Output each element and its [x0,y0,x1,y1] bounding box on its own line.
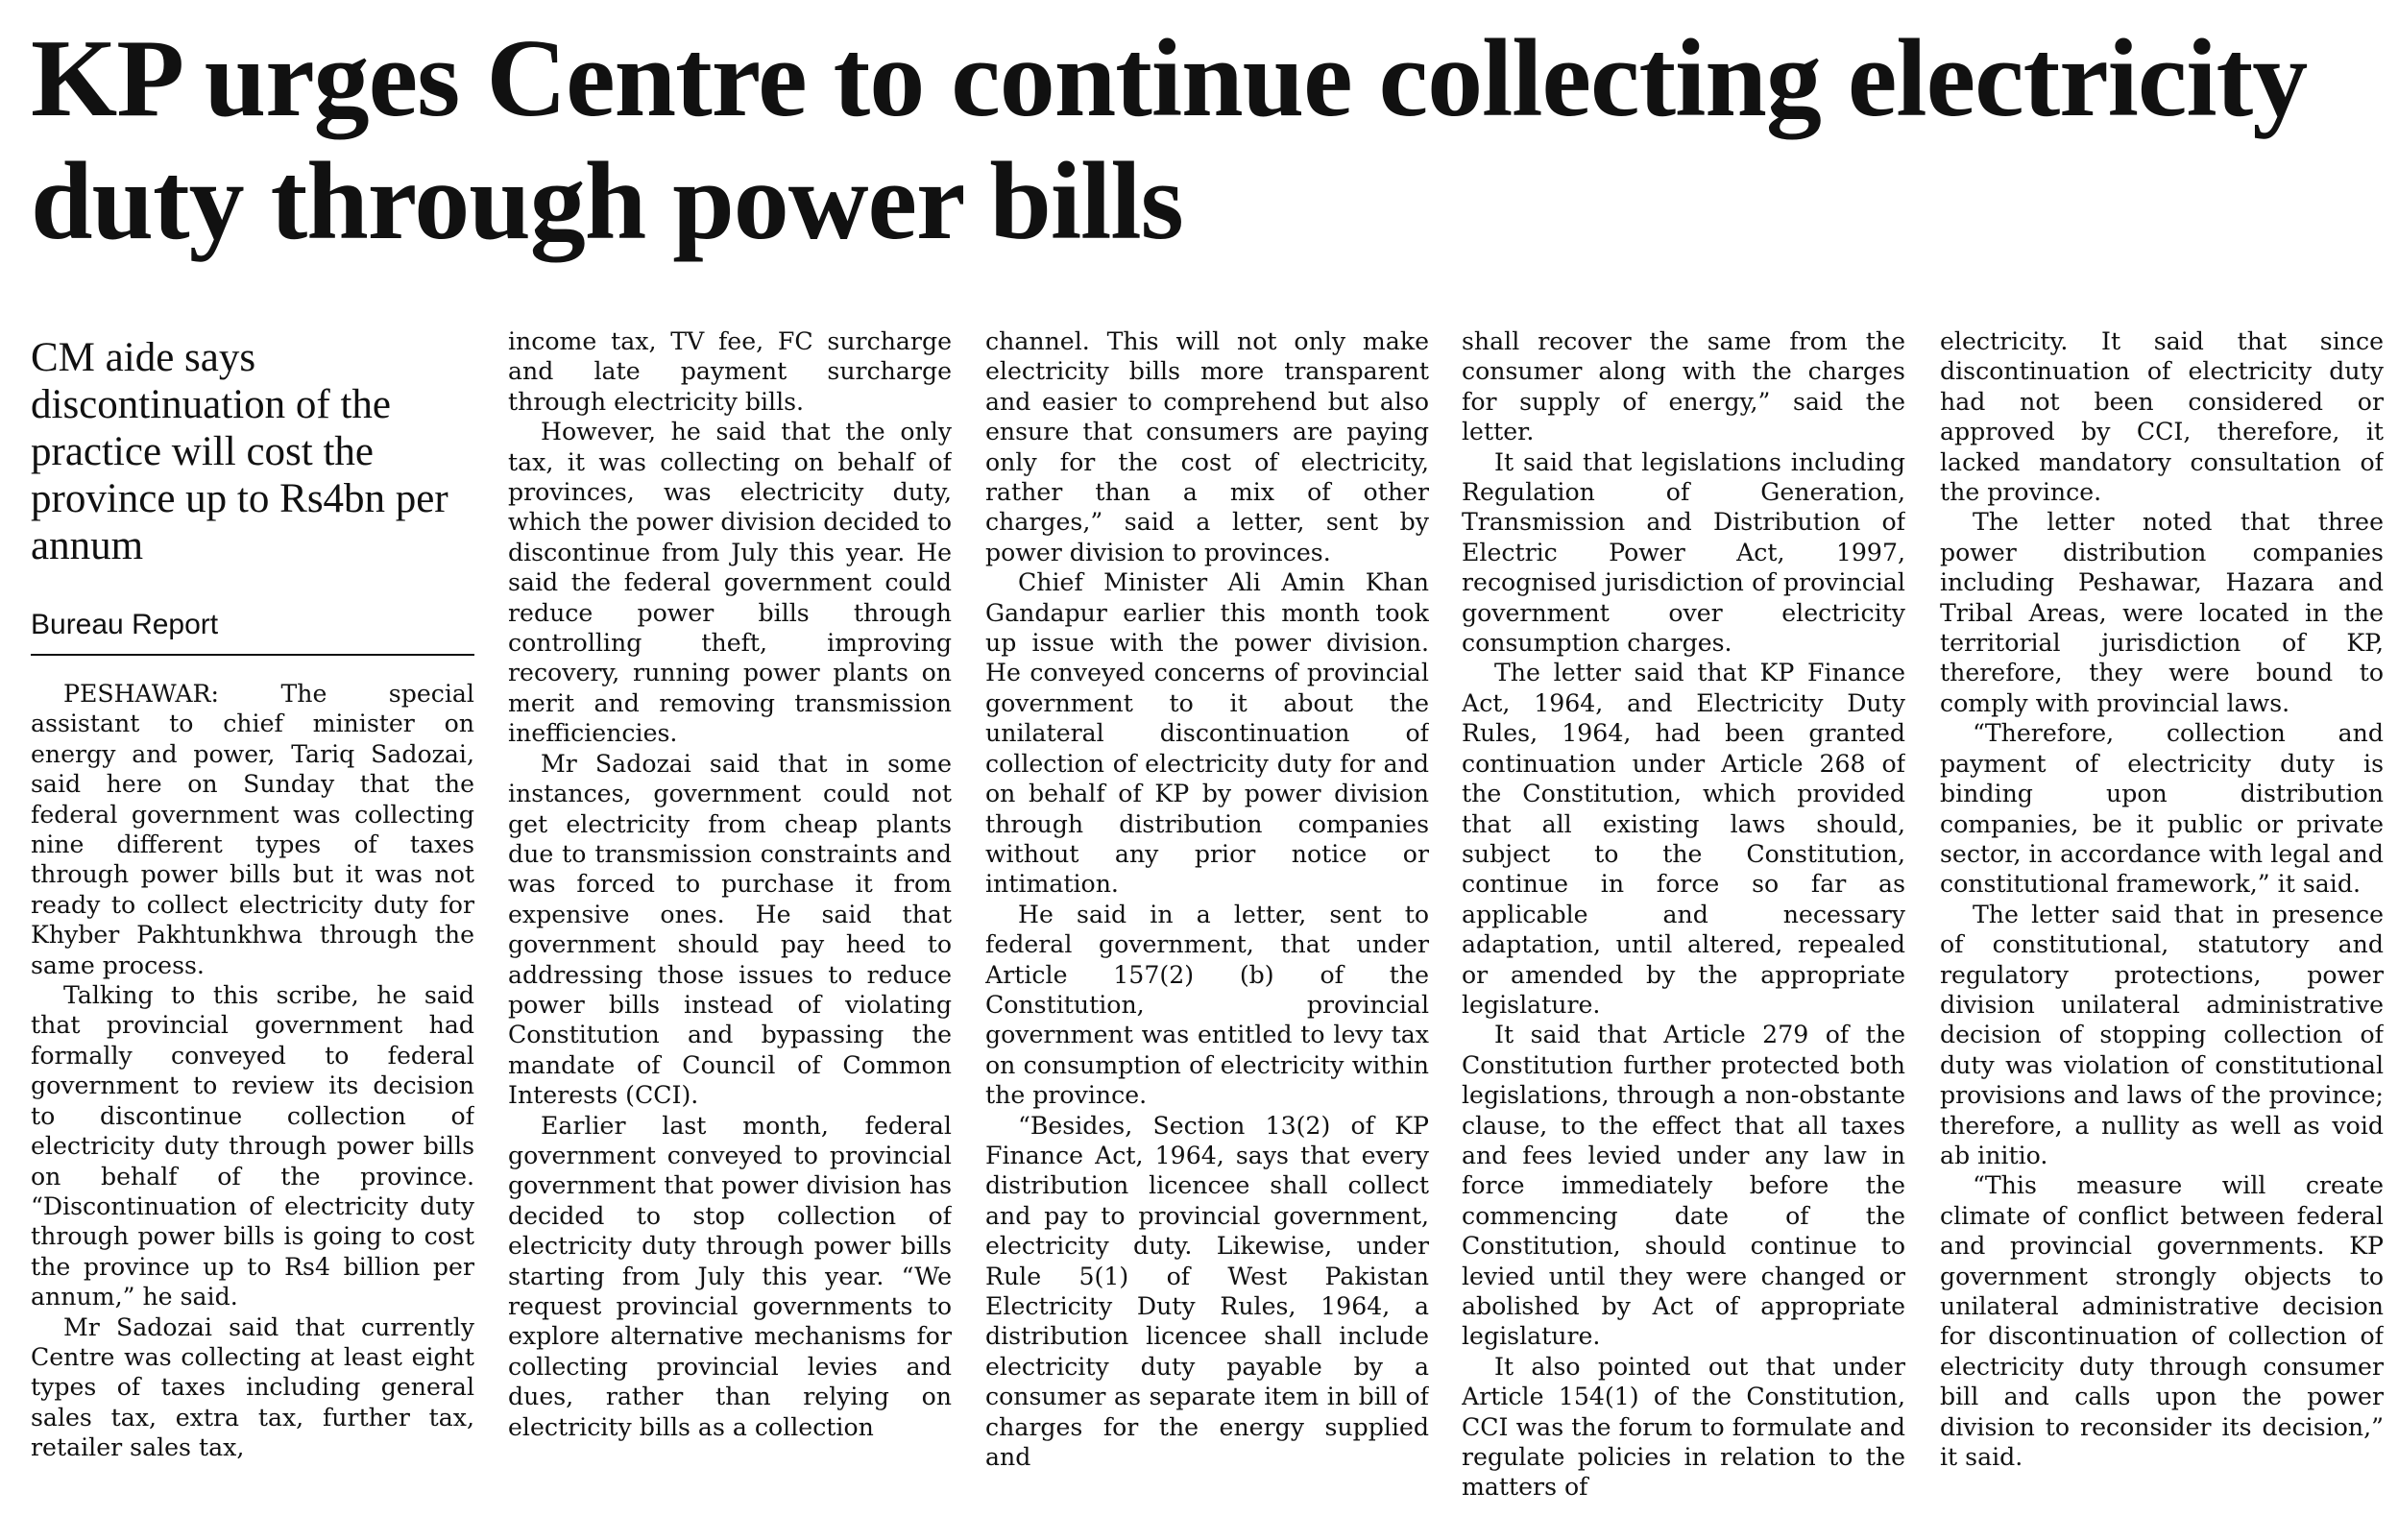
paragraph-text: The special assistant to chief minister on energy and power, Tariq Sadozai, said here on Sunday that the federal government was collecting nine different types of taxes through power bills but it was not ready to collect electricity duty for Khyber Pakhtunkhwa through the same process. [31,680,474,979]
paragraph: Talking to this scribe, he said that provincial government had formally conveyed to federal government to review its decision to discontinue collection of electricity duty through power bills on behalf of the province. “Discontinuation of electricity duty through power bills is going to cost the province up to Rs4 billion per annum,” he said. [31,981,474,1311]
headline: KP urges Centre to continue collecting electricity duty through power bills [31,17,2308,263]
subheadline: CM aide says discontinuation of the practice will cost the province up to Rs4bn per annum [31,335,448,568]
article-column-5 [1940,326,2384,1540]
paragraph: It said that Article 279 of the Constitution further protected both legislations, through a non-obstante clause, to the effect that all taxes and fees levied under any law in force immediately before the commencing date of the Constitution, should continue to levied until they were changed or abolished by Act of appropriate legislature. [1462,1021,1905,1351]
paragraph: The letter said that in presence of constitutional, statutory and regulatory protections, power division unilateral administrative decision of stopping collection of duty was violation of constitutional provisions and laws of the province; therefore, a nullity as well as void ab initio. [1940,900,2384,1169]
paragraph: “Therefore, collection and payment of electricity duty is binding upon distribution companies, be it public or private sector, in accordance with legal and constitutional framework,” it said. [1940,719,2384,899]
paragraph-continued: shall recover the same from the consumer along with the charges for supply of energy,” said the letter. [1462,327,1905,446]
paragraph: The letter said that KP Finance Act, 1964, and Electricity Duty Rules, 1964, had been granted continuation under Article 268 of the Constitution, which provided that all existing laws should, subject to the Constitution, continue in force so far as applicable and necessary adaptation, until altered, repealed or amended by the appropriate legislature. [1462,659,1905,1019]
byline: Bureau Report [31,608,474,656]
paragraph-continued: income tax, TV fee, FC surcharge and late payment surcharge through electricity bills. [508,327,952,416]
paragraph-continued: electricity. It said that since discontinuation of electricity duty had not been considered or approved by CCI, therefore, it lacked mandatory consultation of the province. [1940,327,2384,507]
paragraph: He said in a letter, sent to federal government, that under Article 157(2) (b) of the Constitution, provincial government was entitled to levy tax on consumption of electricity within the province. [985,900,1429,1110]
paragraph: Chief Minister Ali Amin Khan Gandapur earlier this month took up issue with the power division. He conveyed concerns of provincial government to it about the unilateral discontinuation of collection of electricity duty for and on behalf of KP by power division through distribution companies without any prior notice or intimation. [985,568,1429,899]
paragraph: Mr Sadozai said that currently Centre was collecting at least eight types of taxes including general sales tax, extra tax, further tax, retailer sales tax, [31,1312,474,1462]
paragraph: Mr Sadozai said that in some instances, government could not get electricity from cheap plants due to transmission constraints and was forced to purchase it from expensive ones. He said that government should pay heed to addressing those issues to reduce power bills instead of violating Constitution and bypassing the mandate of Council of Common Interests (CCI). [508,749,952,1110]
dateline: PESHAWAR: [63,680,219,708]
paragraph: Earlier last month, federal government conveyed to provincial government that power division has decided to stop collection of electricity duty through power bills starting from July this year. “We request provincial governments to explore alternative mechanisms for collecting provincial levies and dues, rather than relying on electricity bills as a collection [508,1111,952,1441]
article-column-3 [985,326,1429,1540]
paragraph: It also pointed out that under Article 154(1) of the Constitution, CCI was the forum to formulate and regulate policies in relation to the matters of [1462,1352,1905,1502]
paragraph: The letter noted that three power distribution companies including Peshawar, Hazara and Tribal Areas, were located in the territorial jurisdiction of KP, therefore, they were bound to comply with provincial laws. [1940,508,2384,717]
paragraph: It said that legislations including Regulation of Generation, Transmission and Distribution of Electric Power Act, 1997, recognised jurisdiction of provincial government over electricity consumption charges. [1462,447,1905,658]
paragraph [31,679,474,980]
article-column-4 [1462,326,1905,1540]
paragraph: “Besides, Section 13(2) of KP Finance Act, 1964, says that every distribution licencee shall collect and pay to provincial government, electricity duty. Likewise, under Rule 5(1) of West Pakistan Electricity Duty Rules, 1964, a distribution licencee shall include electricity duty payable by a consumer as separate item in bill of charges for the energy supplied and [985,1111,1429,1472]
paragraph: “This measure will create climate of conflict between federal and provincial governments. KP government strongly objects to unilateral administrative decision for discontinuation of collection of electricity duty through consumer bill and calls upon the power division to reconsider its decision,” it said. [1940,1171,2384,1472]
paragraph-continued: channel. This will not only make electricity bills more transparent and easier to comprehend but also ensure that consumers are paying only for the cost of electricity, rather than a mix of other charges,” said a letter, sent by power division to provinces. [985,327,1429,566]
article-column-1 [31,326,474,1540]
paragraph: However, he said that the only tax, it was collecting on behalf of provinces, was electricity duty, which the power division decided to discontinue from July this year. He said the federal government could reduce power bills through controlling theft, improving recovery, running power plants on merit and removing transmission inefficiencies. [508,418,952,748]
article-column-2 [508,326,952,1540]
